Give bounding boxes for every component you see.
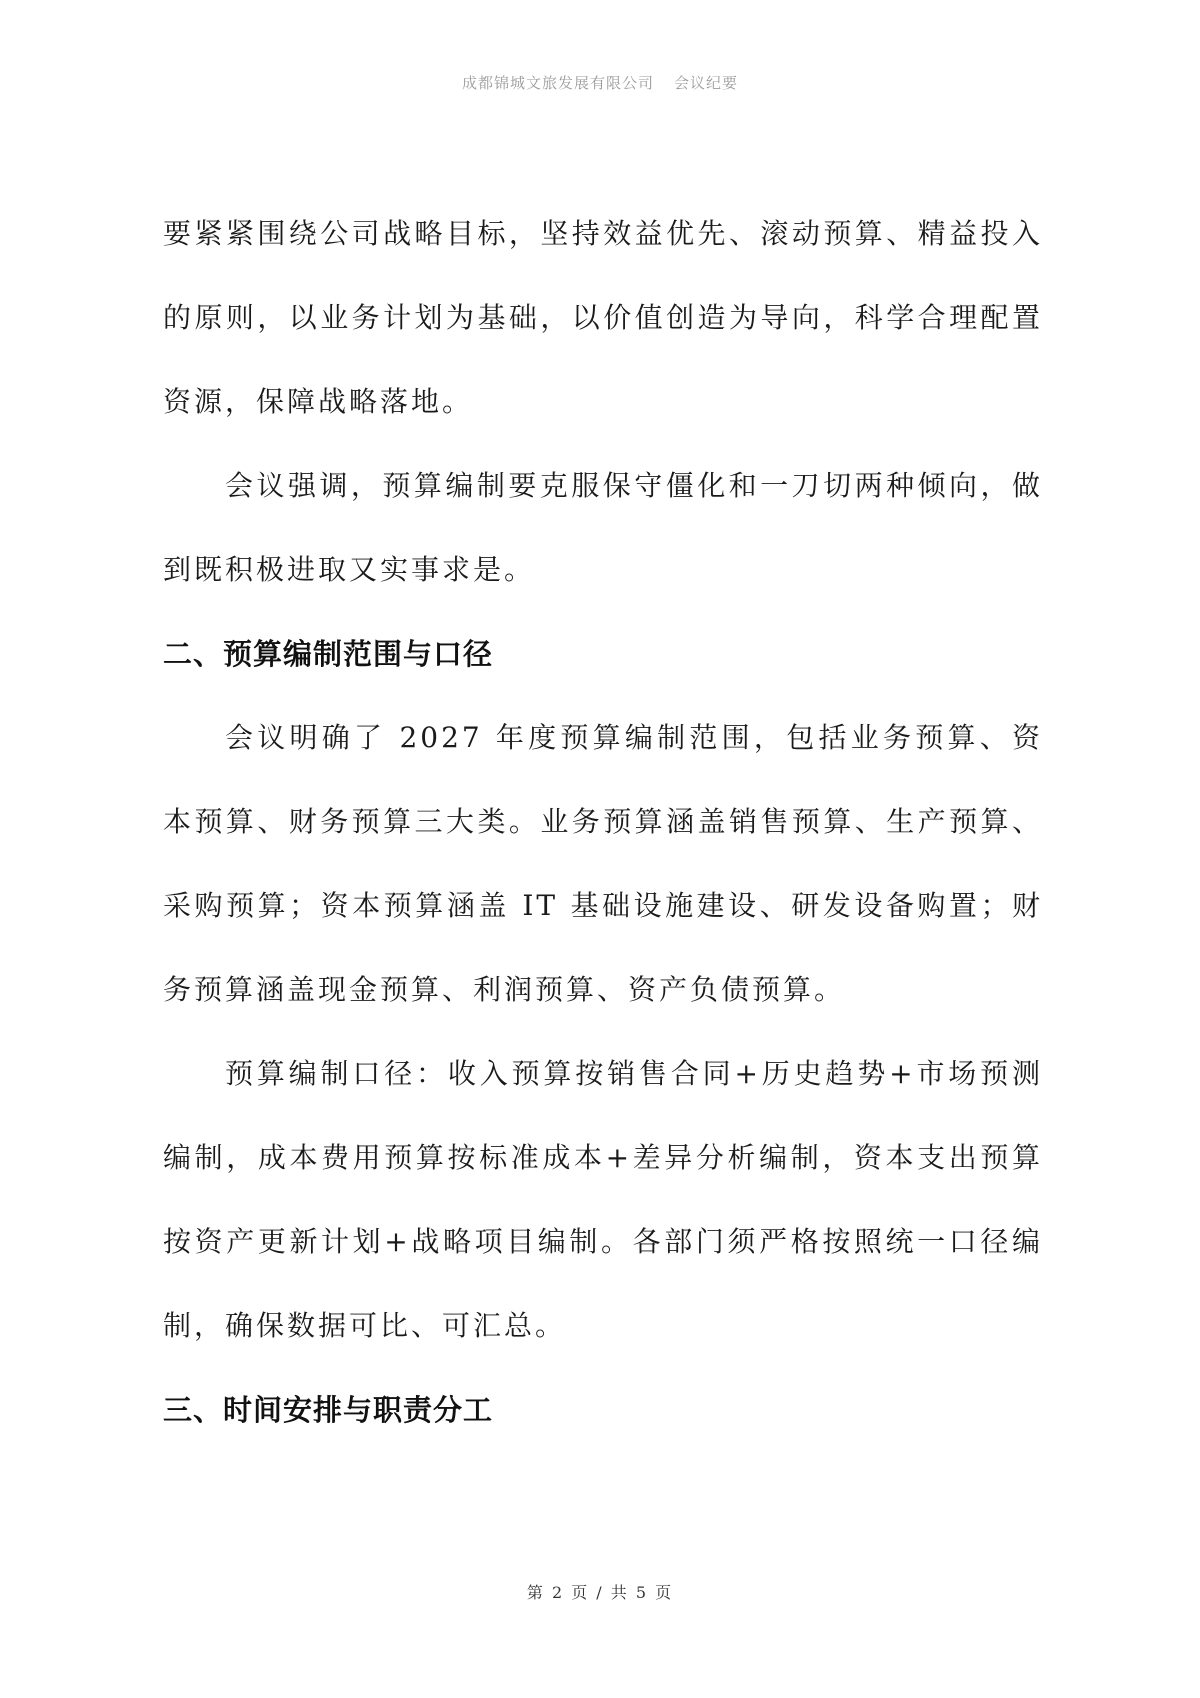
header-company: 成都锦城文旅发展有限公司 [461, 74, 654, 92]
paragraph-emphasis: 会议强调，预算编制要克服保守僵化和一刀切两种倾向，做到既积极进取又实事求是。 [163, 469, 1043, 586]
paragraph-principles: 要紧紧围绕公司战略目标，坚持效益优先、滚动预算、精益投入的原则，以业务计划为基础，以价值创造为导向，科学合理配置资源，保障战略落地。 [163, 217, 1043, 418]
document-body [163, 192, 1043, 1452]
paragraph-scope: 会议明确了 2027 年度预算编制范围，包括业务预算、资本预算、财务预算三大类。业务预算涵盖销售预算、生产预算、采购预算；资本预算涵盖 IT 基础设施建设、研发设备购置；财务预算涵盖现金预算、利润预算、资产负债预算。 [163, 721, 1043, 1006]
page-header [0, 72, 1200, 93]
paragraph-criteria: 预算编制口径：收入预算按销售合同+历史趋势+市场预测编制，成本费用预算按标准成本+差异分析编制，资本支出预算按资产更新计划+战略项目编制。各部门须严格按照统一口径编制，确保数据可比、可汇总。 [163, 1057, 1043, 1342]
page-number: 第 2 页 / 共 5 页 [526, 1583, 674, 1602]
header-doc-type: 会议纪要 [674, 74, 739, 92]
section-heading-schedule: 三、时间安排与职责分工 [163, 1393, 494, 1427]
section-heading-scope: 二、预算编制范围与口径 [163, 637, 494, 671]
page-footer [0, 1580, 1200, 1603]
